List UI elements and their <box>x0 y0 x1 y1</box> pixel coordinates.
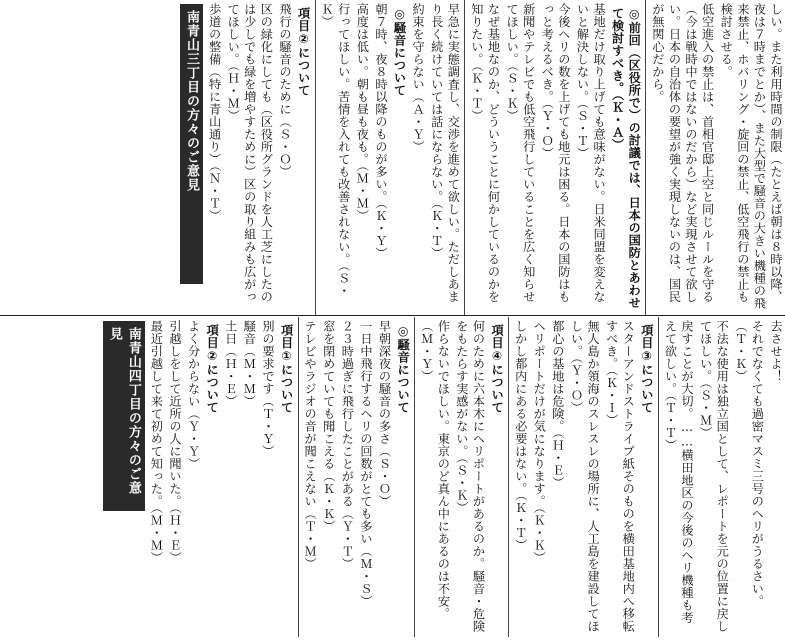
column-divider <box>315 0 316 315</box>
text-column: 別の要求です（Ｔ・Ｙ） <box>260 320 275 458</box>
text-column: 今後ヘリの数を上げても地元は困る。日本の国防はもっと考えるべき。（Ｙ・Ｏ） <box>540 3 571 303</box>
text-column: 土日（Ｈ・Ｅ） <box>223 320 238 408</box>
text-column: しい。また利用時間の制限（たとえば朝は８時以降、夜は７時までとか）、また大型で騒音の大きい機種の飛来禁止、ホバリング・旋回の禁止、低空飛行の禁止も検討させる。 <box>719 3 783 310</box>
section-heading: 項目②について <box>205 324 220 414</box>
text-column: 朝７時、夜８時以降のものが多い。（Ｋ・Ｙ） <box>373 3 388 260</box>
section-heading: 項目①について <box>279 324 294 414</box>
text-column: 一日中飛行するヘリの回数がとても多い（Ｍ・Ｓ） <box>358 320 373 608</box>
text-column: 不法な使用は独立国として、レポートを元の位置に戻してほしい。（Ｓ・Ｍ） <box>698 320 730 633</box>
text-column: しかし都内にある必要はない。（Ｋ・Ｔ） <box>513 320 528 552</box>
column-divider <box>298 317 299 637</box>
text-column: 基地だけ取り上げても意味がない。日米同盟を変えないと解決しない。（Ｓ・Ｔ） <box>575 3 607 303</box>
text-column: 去させよ！ <box>769 320 783 383</box>
column-divider <box>658 317 659 637</box>
text-column: 新聞やテレビでも低空飛行していることを広く知らせてほしい。（Ｓ・Ｋ） <box>505 3 536 303</box>
text-column: 行ってほしい。苦情を入れても改善されない。（Ｓ・Ｋ） <box>320 3 351 297</box>
text-column: スターアンドストライプ紙そのものを横田基地内へ移転すべき。（Ｋ・Ｉ） <box>604 320 636 633</box>
text-column: 窓を閉めていても聞こえる（Ｋ・Ｋ） <box>321 320 336 533</box>
section-heading: ◎騒音について <box>396 324 411 414</box>
column-divider <box>414 317 415 637</box>
heading-bar-minami-aoyama-3: 南青山三丁目の方々のご意見 <box>180 4 203 284</box>
heading-bar-minami-aoyama-4: 南青山四丁目の方々のご意見 <box>103 321 145 511</box>
section-heading: 項目②について <box>296 7 311 97</box>
text-column: なぜ基地なのか、どういうことに何かしているのかを知りたい。（Ｋ・Ｔ） <box>469 3 501 303</box>
text-column: それでなくても過密マスミ三号のヘリがうるさい。（Ｔ・Ｋ） <box>733 320 765 608</box>
section-heading: ◎前回（区役所で）の討議では、日本の国防とあわせて検討すべき。（Ｋ・Ａ） <box>610 7 642 309</box>
text-column: 飛行の騒音のために（Ｓ・Ｏ） <box>277 3 292 178</box>
text-column: 早急に実態調査し、交渉を進めて欲しい。ただしあまり長く続けていては話にならない。（Ｋ・Ｔ） <box>429 3 461 303</box>
text-column: 区の緑化にしても（区役所グランドを人工芝にしたのは少しでも緑を増やすために）区の取り組みも広がってほしい。（Ｈ・Ｍ） <box>226 3 274 303</box>
text-column: よく分からない（Ｙ・Ｙ） <box>186 320 201 470</box>
text-column: 都心の基地は危険。（Ｈ・Ｅ） <box>550 320 565 489</box>
text-column: 歩道の整備（特に青山通り）（Ｎ・Ｔ） <box>207 3 222 222</box>
section-heading: ◎騒音について <box>392 7 407 97</box>
text-column: 低空進入の禁止は、首相官邸上空と同じルールを守る（今は戦時中ではないのだから）など実現させて欲しい。日本の自治体の要望が強く実現しないのは、国民が無関心だから。 <box>650 3 715 303</box>
column-divider <box>645 0 646 315</box>
text-column: 戻すことが大切。……横田地区の今後のヘリ機種も考えて欲しい。（Ｔ・Ｔ） <box>663 320 695 624</box>
bottom-section <box>0 317 785 637</box>
text-column: 引越しをして近所の人に聞いた。（Ｈ・Ｅ） <box>168 320 182 564</box>
text-column: ２３時過ぎに飛行したことがある（Ｙ・Ｔ） <box>340 320 355 570</box>
text-column: テレビやラジオの音が聞こえない（Ｔ・Ｍ） <box>303 320 318 570</box>
section-heading: 項目③について <box>639 324 654 414</box>
text-column: 最近引越して来て初めて知った。（Ｍ・Ｍ） <box>149 320 164 564</box>
section-heading: 項目④について <box>490 324 505 414</box>
text-column: 約束を守らない（Ａ・Ｙ） <box>411 3 426 153</box>
text-column: 高度は低い。朝も昼も夜も。（Ｍ・Ｍ） <box>355 3 370 222</box>
text-column: 騒音（Ｍ・Ｍ） <box>242 320 257 408</box>
text-column: 無人島か領海のスレスレの場所に、人工島を建設してほしい。（Ｙ・Ｏ） <box>569 320 601 633</box>
text-column: 作らないでほしい。東京のど真ん中にあるのは不安。（Ｍ・Ｙ） <box>419 320 451 620</box>
text-column: ヘリポートだけが気になります。（Ｋ・Ｋ） <box>532 320 547 564</box>
text-column: 早朝深夜の騒音の多さ（Ｓ・Ｏ） <box>377 320 392 508</box>
top-section <box>0 0 785 316</box>
text-column: 何のために六本木にヘリポートがあるのか。騒音・危険をもたらす実感がない。（Ｓ・Ｋ） <box>454 320 486 633</box>
column-divider <box>508 317 509 637</box>
column-divider <box>464 0 465 315</box>
